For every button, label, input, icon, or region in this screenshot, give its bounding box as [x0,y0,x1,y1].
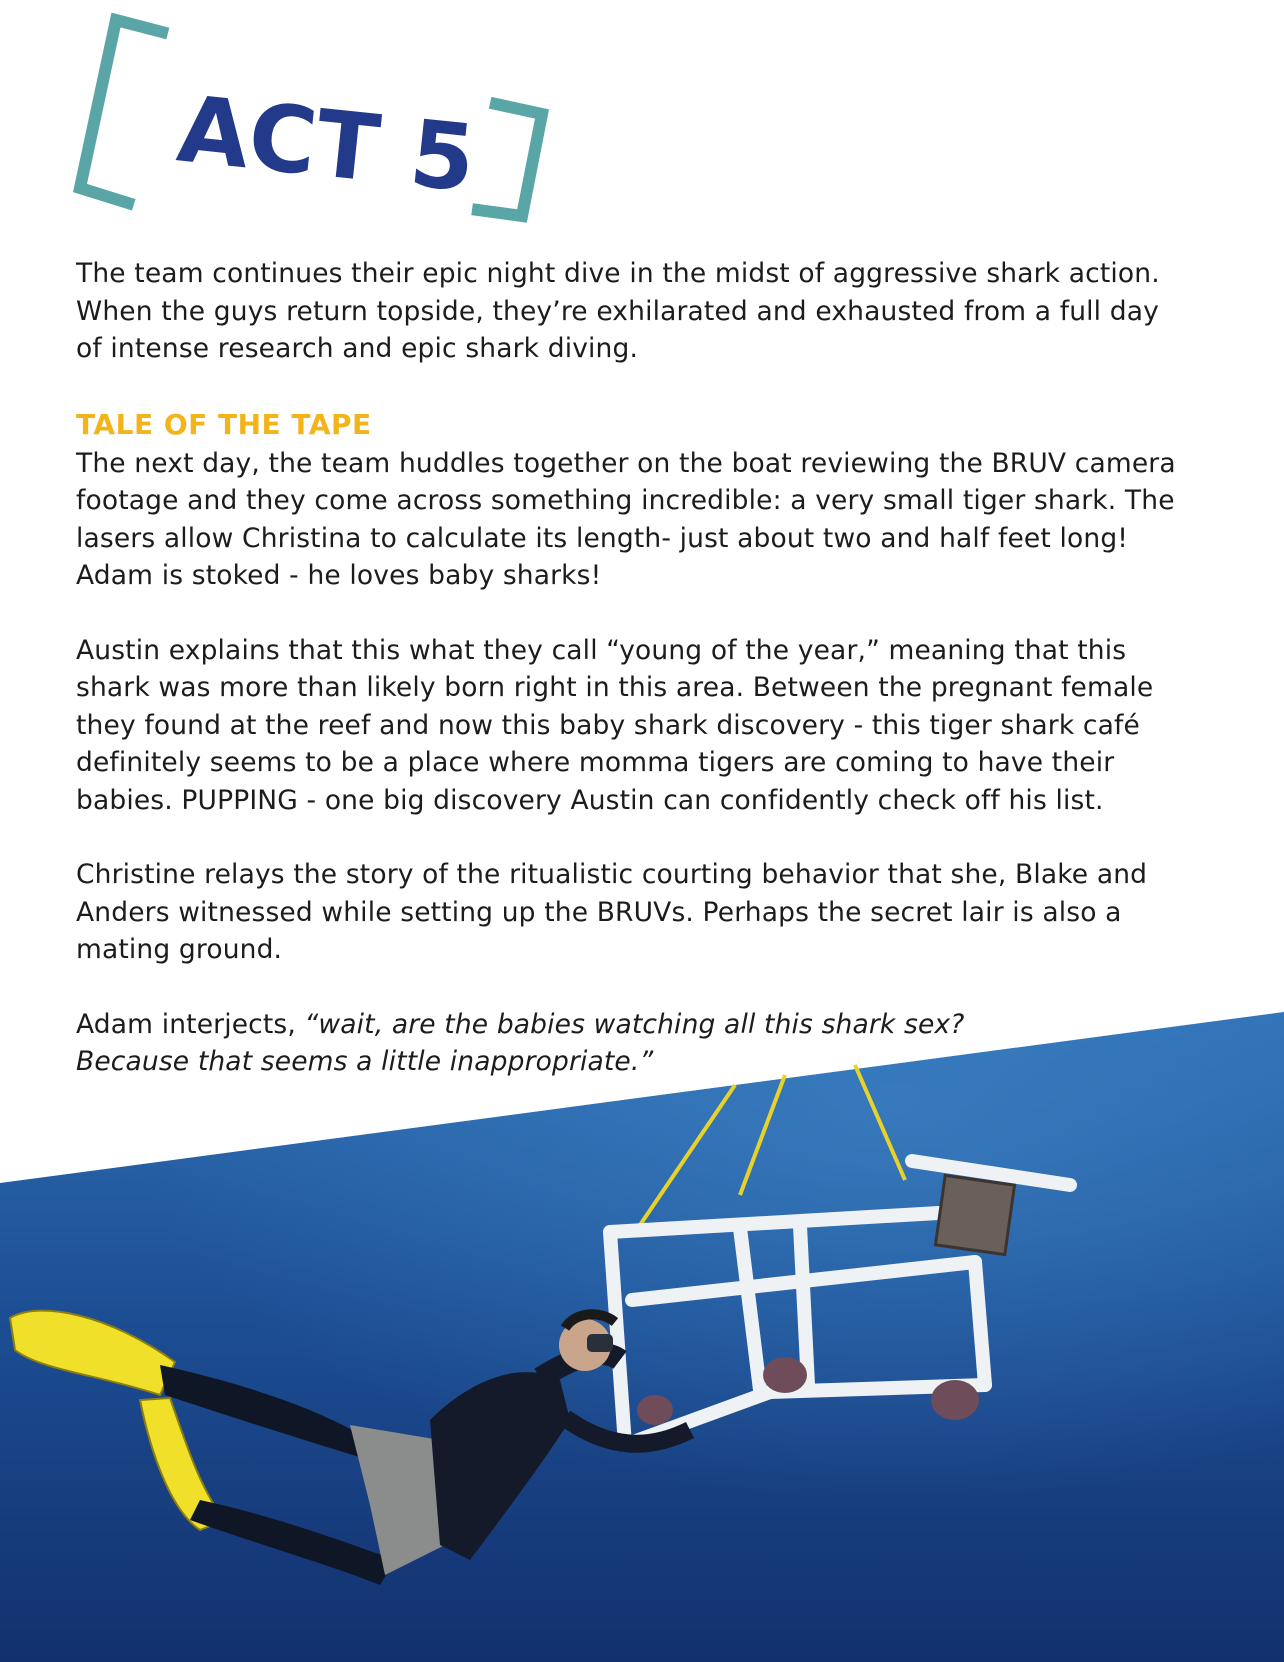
bait-bag-small [763,1357,807,1393]
bait-bag-small [931,1380,979,1420]
article-body [76,255,1191,1081]
act-title: ACT 5 [172,75,480,213]
paragraph-tape: The next day, the team huddles together on the boat reviewing the BRUV camera footage and they come across something incredible: a very small tiger shark. The lasers allow Christina to calculate its length- just about two and half feet long! Adam is stoked - he loves baby sharks! [76,447,1176,591]
quote-lead: Adam interjects, [76,1008,305,1040]
bait-bag-small [637,1395,673,1425]
paragraph-young-of-year: Austin explains that this what they call “young of the year,” meaning that this shark was more than likely born right in this area. Between the pregnant female they found at the reef and now this baby shark discovery - this tiger shark café definitely seems to be a place where momma tigers are coming to have their babies. PUPPING - one big discovery Austin can confidently check off his list. [76,634,1154,816]
intro-paragraph: The team continues their epic night dive in the midst of aggressive shark action. When the guys return topside, they’re exhilarated and exhausted from a full day of intense research and epic shark diving. [76,258,1160,364]
left-bracket-icon [80,20,162,203]
right-bracket-icon [478,104,542,216]
act-title-graphic [60,10,580,240]
paragraph-courting: Christine relays the story of the ritualistic courting behavior that she, Blake and Anders witnessed while setting up the BRUVs. Perhaps the secret lair is also a mating ground. [76,859,1148,965]
section-heading: TALE OF THE TAPE [76,407,372,441]
bait-bag [935,1175,1014,1254]
quote-line-2: Because that seems a little inappropriate.” [76,1046,654,1077]
quote-line-1: “wait, are the babies watching all this shark sex? [304,1008,965,1040]
quote-paragraph [76,1006,1191,1081]
